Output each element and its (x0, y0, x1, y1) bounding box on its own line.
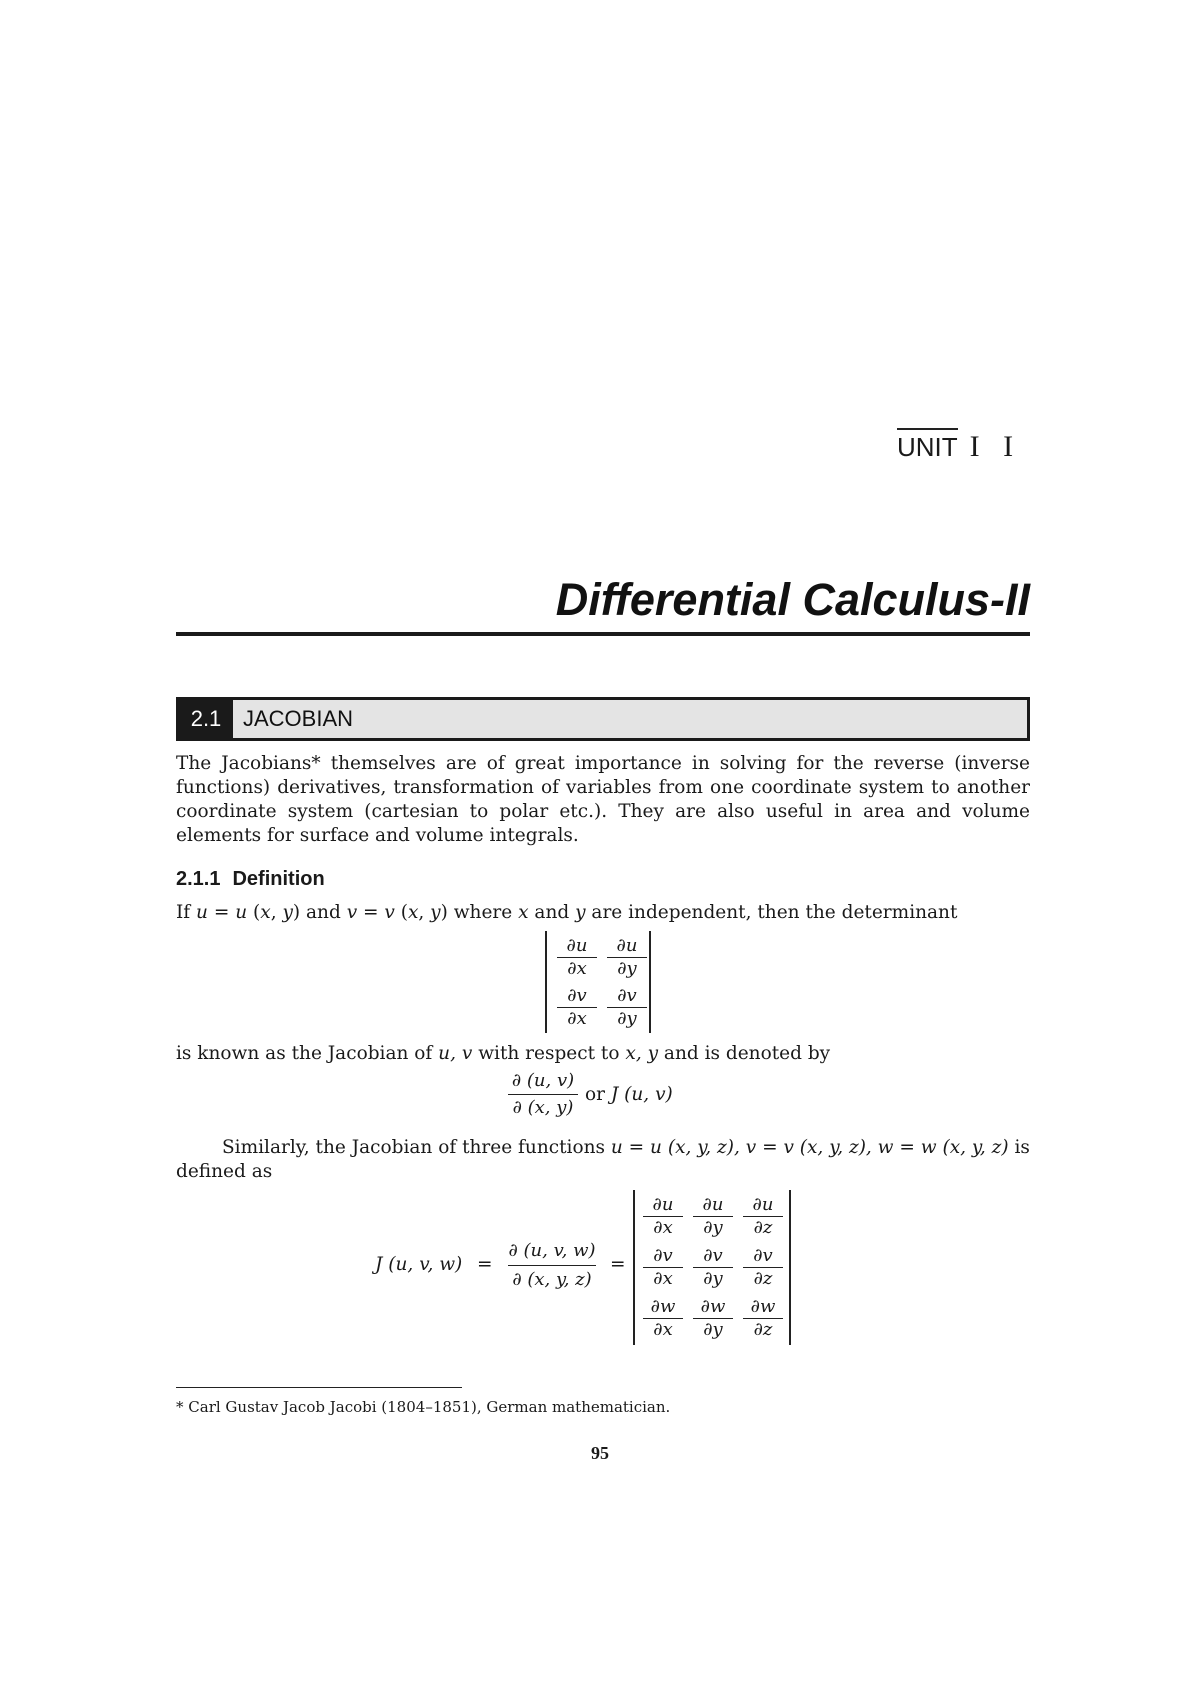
page-number: 95 (591, 1443, 609, 1463)
footnote-rule (176, 1387, 462, 1388)
jacobian-alt-notation: or J (u, v) (585, 1084, 673, 1105)
unit-label (897, 428, 1021, 464)
subsection-title: Definition (232, 868, 325, 890)
determinant-2x2 (545, 931, 651, 1033)
subsection-heading (176, 868, 325, 891)
unit-number: I I (969, 430, 1022, 463)
det-cell: $\frac{\partial u}{\partial x}$ (643, 1194, 683, 1239)
det-cell: $\frac{\partial v}{\partial x}$ (557, 985, 597, 1030)
det-cell: $\frac{\partial w}{\partial x}$ (643, 1296, 683, 1341)
section-title: JACOBIAN (243, 706, 354, 731)
section-header (176, 697, 1030, 741)
definition-line: If u = u (x, y) and v = v (x, y) where x and y are independent, then the determinant (176, 902, 958, 923)
det-cell: $\frac{\partial v}{\partial x}$ (643, 1245, 683, 1290)
known-as-line: is known as the Jacobian of u, v with respect to x, y and is denoted by (176, 1043, 831, 1064)
det-cell: $\frac{\partial v}{\partial z}$ (743, 1245, 783, 1290)
unit-word: UNIT (897, 428, 958, 463)
equals-sign: = (477, 1254, 493, 1275)
section-number: 2.1 (179, 700, 233, 738)
determinant-3x3 (633, 1190, 791, 1345)
jacobian3-left: J (u, v, w) (375, 1254, 463, 1275)
jacobian-fraction: ∂ (u, v) ∂ (x, y) (508, 1068, 578, 1121)
subsection-number: 2.1.1 (176, 868, 221, 890)
det-cell: $\frac{\partial u}{\partial y}$ (693, 1194, 733, 1239)
title-rule (176, 632, 1030, 636)
det-cell: $\frac{\partial u}{\partial x}$ (557, 935, 597, 980)
equals-sign: = (610, 1254, 626, 1275)
det-cell: $\frac{\partial v}{\partial y}$ (693, 1245, 733, 1290)
det-cell: $\frac{\partial u}{\partial y}$ (607, 935, 647, 980)
jacobian3-fraction: $\frac{\partial (u, v, w)}{\partial (x, y, z)}$ (508, 1237, 596, 1294)
det-cell: $\frac{\partial v}{\partial y}$ (607, 985, 647, 1030)
chapter-title: Differential Calculus-II (555, 574, 1030, 625)
det-cell: $\frac{\partial w}{\partial z}$ (743, 1296, 783, 1341)
footnote: * Carl Gustav Jacob Jacobi (1804–1851), German mathematician. (176, 1398, 671, 1416)
det-cell: $\frac{\partial w}{\partial y}$ (693, 1296, 733, 1341)
det-cell: $\frac{\partial u}{\partial z}$ (743, 1194, 783, 1239)
intro-paragraph: The Jacobians* themselves are of great importance in solving for the reverse (inverse functions) derivatives, transformation of variables from one coordinate system to another coordinate system (cartesian to polar etc.). They are also useful in area and volume elements for surface and volume integrals. (176, 753, 1030, 846)
similarly-paragraph: Similarly, the Jacobian of three functions u = u (x, y, z), v = v (x, y, z), w = w (x, y, z) is defined as (176, 1137, 1030, 1182)
